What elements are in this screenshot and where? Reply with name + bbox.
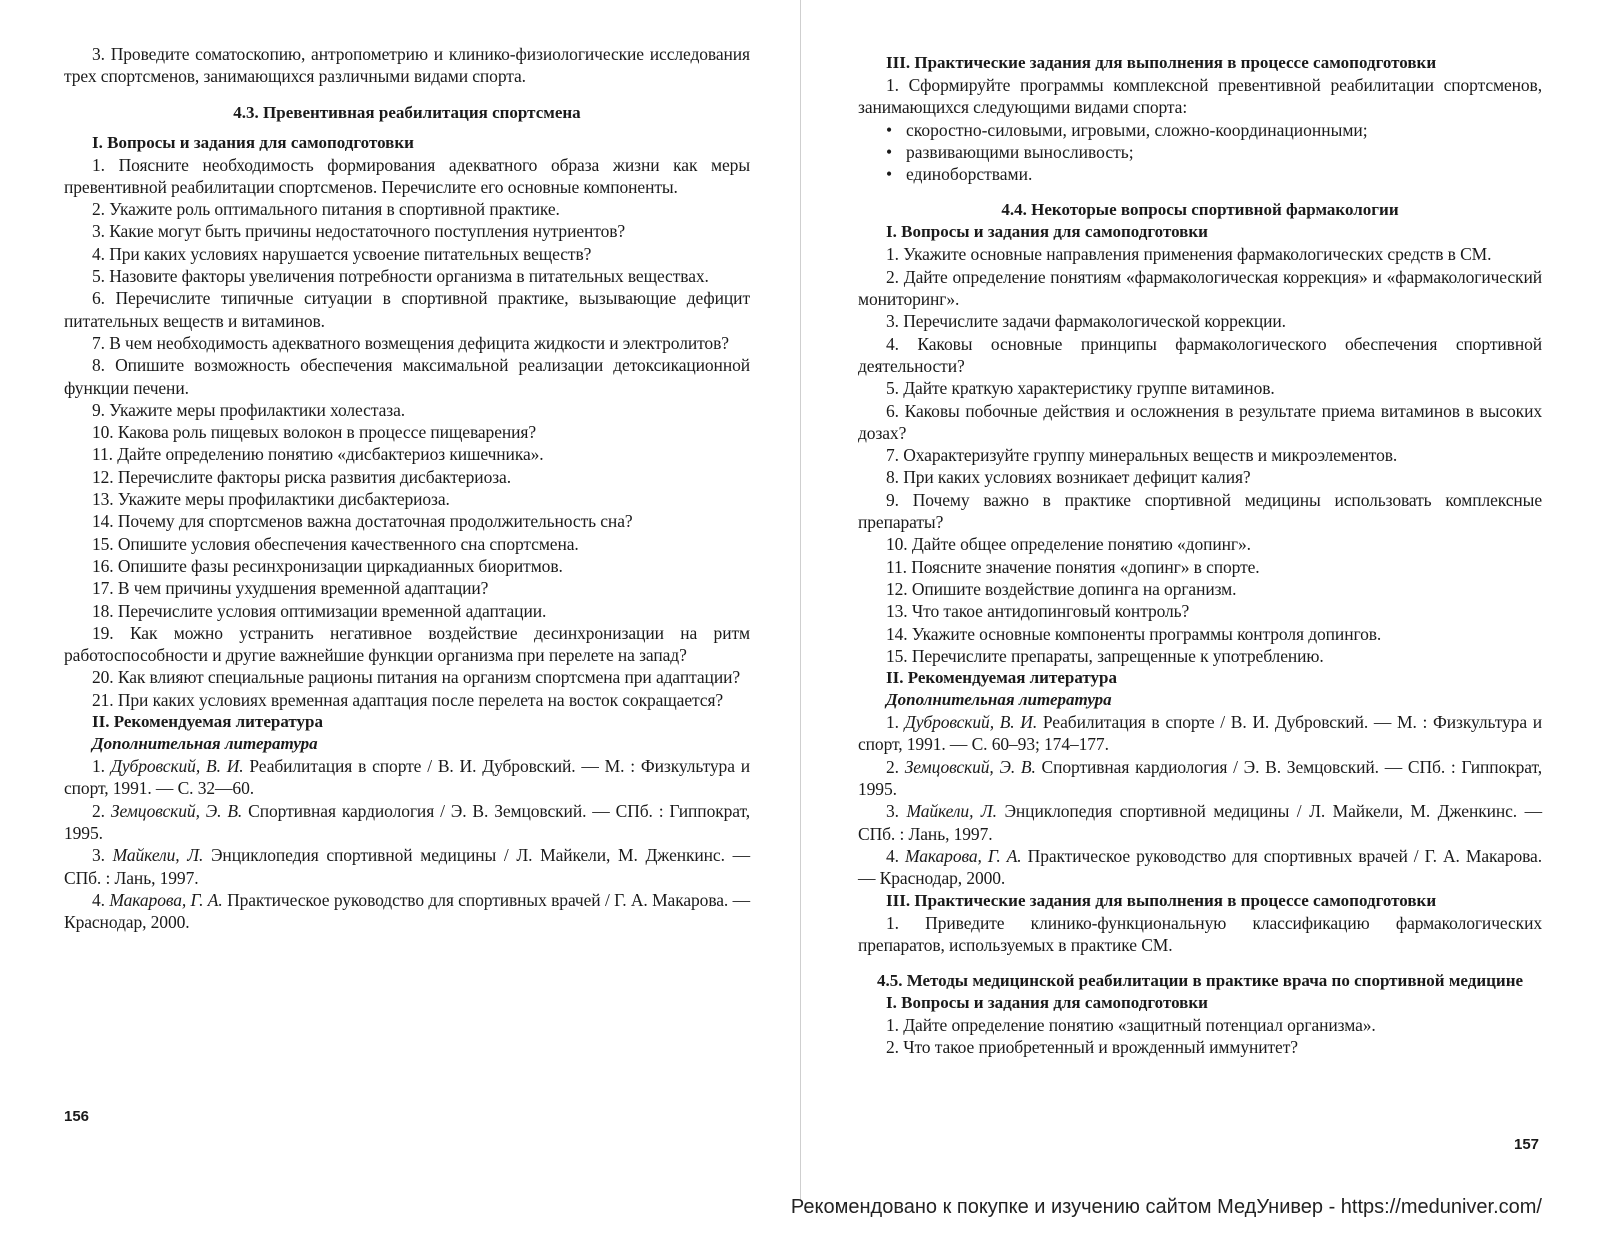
list-item: 17. В чем причины ухудшения временной адаптации? bbox=[92, 578, 489, 599]
literature-list bbox=[64, 755, 750, 933]
literature-item: 1. Дубровский, В. И. Реабилитация в спорте / В. И. Дубровский. — М. : Физкультура и спорт, 1991. — С. 60–93; 174–177. bbox=[858, 712, 1542, 755]
literature-heading: II. Рекомендуемая литература bbox=[92, 712, 323, 732]
list-item: 19. Как можно устранить негативное воздействие десинхронизации на ритм работоспособности и другие важнейшие функции организма при перелете на запад? bbox=[64, 622, 750, 666]
literature-item: 2. Земцовский, Э. В. Спортивная кардиология / Э. В. Земцовский. — СПб. : Гиппократ, 1995. bbox=[64, 800, 750, 843]
list-item: 14. Почему для спортсменов важна достаточная продолжительность сна? bbox=[92, 511, 633, 532]
list-item: 20. Как влияют специальные рационы питания на организм спортсмена при адаптации? bbox=[92, 667, 741, 688]
section-title-4-3: 4.3. Превентивная реабилитация спортсмена bbox=[233, 102, 581, 122]
questions-heading: I. Вопросы и задания для самоподготовки bbox=[886, 993, 1208, 1013]
list-item: 11. Поясните значение понятия «допинг» в спорте. bbox=[886, 556, 1260, 577]
list-item: 12. Перечислите факторы риска развития дисбактериоза. bbox=[92, 466, 511, 487]
list-item: 5. Дайте краткую характеристику группе витаминов. bbox=[886, 378, 1275, 399]
list-item: 2. Укажите роль оптимального питания в спортивной практике. bbox=[92, 199, 560, 220]
list-item: 9. Укажите меры профилактики холестаза. bbox=[92, 399, 406, 420]
literature-item: 3. Майкели, Л. Энциклопедия спортивной медицины / Л. Майкели, М. Дженкинс. — СПб. : Лань, 1997. bbox=[64, 845, 750, 888]
list-item: 11. Дайте определению понятию «дисбактериоз кишечника». bbox=[92, 444, 544, 465]
bullet-item: • скоростно-силовыми, игровыми, сложно-координационными; bbox=[858, 119, 1542, 141]
list-item: 8. При каких условиях возникает дефицит калия? bbox=[886, 467, 1251, 488]
list-item: 5. Назовите факторы увеличения потребности организма в питательных веществах. bbox=[92, 266, 709, 287]
practical-item: 1. Приведите клинико-функциональную классификацию фармакологических препаратов, используемых в практике СМ. bbox=[858, 912, 1542, 955]
right-page bbox=[858, 52, 1542, 1252]
intro-item: 3. Проведите соматоскопию, антропометрию и клинико-физиологические исследования трех спортсменов, занимающихся различными видами спорта. bbox=[64, 44, 750, 87]
list-item: 8. Опишите возможность обеспечения максимальной реализации детоксикационной функции печени. bbox=[64, 355, 750, 398]
list-item: 15. Опишите условия обеспечения качественного сна спортсмена. bbox=[92, 533, 579, 554]
literature-subheading: Дополнительная литература bbox=[92, 734, 318, 754]
list-item: 14. Укажите основные компоненты программы контроля допингов. bbox=[886, 623, 1382, 644]
literature-item: 4. Макарова, Г. А. Практическое руководство для спортивных врачей / Г. А. Макарова. — Краснодар, 2000. bbox=[64, 889, 751, 933]
practical-heading: III. Практические задания для выполнения в процессе самоподготовки bbox=[886, 890, 1437, 910]
list-item: 10. Дайте общее определение понятию «допинг». bbox=[886, 534, 1251, 555]
left-page bbox=[64, 43, 750, 1243]
page-number-left: 156 bbox=[64, 1108, 90, 1125]
questions-list bbox=[64, 154, 750, 711]
questions-heading: I. Вопросы и задания для самоподготовки bbox=[92, 132, 414, 152]
section-title-4-4: 4.4. Некоторые вопросы спортивной фармакологии bbox=[1001, 200, 1399, 220]
list-item: 18. Перечислите условия оптимизации временной адаптации. bbox=[92, 600, 547, 621]
page-gutter bbox=[800, 0, 801, 1200]
list-item: 6. Перечислите типичные ситуации в спортивной практике, вызывающие дефицит питательных веществ и витаминов. bbox=[64, 288, 750, 331]
literature-subheading: Дополнительная литература bbox=[886, 690, 1112, 710]
list-item: 1. Дайте определение понятию «защитный потенциал организма». bbox=[886, 1015, 1376, 1036]
questions-list bbox=[858, 243, 1542, 667]
section-title-4-5: 4.5. Методы медицинской реабилитации в практике врача по спортивной медицине bbox=[876, 971, 1524, 991]
list-item: 3. Какие могут быть причины недостаточного поступления нутриентов? bbox=[92, 221, 626, 242]
bullet-item: • единоборствами. bbox=[858, 163, 1542, 185]
list-item: 4. Каковы основные принципы фармакологического обеспечения спортивной деятельности? bbox=[858, 333, 1542, 376]
practical-heading: III. Практические задания для выполнения в процессе самоподготовки bbox=[886, 53, 1437, 72]
page-number-right: 157 bbox=[1514, 1136, 1540, 1153]
list-item: 3. Перечислите задачи фармакологической коррекции. bbox=[886, 311, 1286, 332]
literature-heading: II. Рекомендуемая литература bbox=[886, 668, 1117, 688]
literature-item: 3. Майкели, Л. Энциклопедия спортивной медицины / Л. Майкели, М. Дженкинс. — СПб. : Лань, 1997. bbox=[858, 801, 1543, 844]
questions-list bbox=[858, 1014, 1542, 1059]
list-item: 21. При каких условиях временная адаптация после перелета на восток сокращается? bbox=[92, 689, 724, 710]
list-item: 12. Опишите воздействие допинга на организм. bbox=[886, 578, 1237, 599]
footer-note: Рекомендовано к покупке и изучению сайтом МедУнивер - https://meduniver.com/ bbox=[790, 1196, 1542, 1218]
literature-list bbox=[858, 711, 1542, 889]
list-item: 7. В чем необходимость адекватного возмещения дефицита жидкости и электролитов? bbox=[92, 332, 729, 353]
literature-item: 2. Земцовский, Э. В. Спортивная кардиология / Э. В. Земцовский. — СПб. : Гиппократ, 1995. bbox=[858, 756, 1542, 800]
list-item: 1. Поясните необходимость формирования адекватного образа жизни как меры превентивной реабилитации спортсменов. Перечислите его основные компоненты. bbox=[64, 154, 750, 197]
list-item: 9. Почему важно в практике спортивной медицины использовать комплексные препараты? bbox=[858, 489, 1542, 533]
list-item: 6. Каковы побочные действия и осложнения в результате приема витаминов в высоких дозах? bbox=[858, 400, 1542, 443]
bullet-list bbox=[858, 119, 1542, 186]
list-item: 13. Укажите меры профилактики дисбактериоза. bbox=[92, 489, 450, 510]
bullet-item: • развивающими выносливость; bbox=[858, 141, 1542, 163]
literature-item: 4. Макарова, Г. А. Практическое руководство для спортивных врачей / Г. А. Макарова. — Краснодар, 2000. bbox=[858, 845, 1542, 889]
list-item: 2. Что такое приобретенный и врожденный иммунитет? bbox=[886, 1037, 1298, 1058]
practical-item: 1. Сформируйте программы комплексной превентивной реабилитации спортсменов, занимающихся следующими видами спорта: bbox=[858, 75, 1542, 118]
list-item: 10. Какова роль пищевых волокон в процессе пищеварения? bbox=[92, 422, 537, 443]
list-item: 4. При каких условиях нарушается усвоение питательных веществ? bbox=[92, 243, 592, 264]
list-item: 13. Что такое антидопинговый контроль? bbox=[886, 601, 1190, 622]
questions-heading: I. Вопросы и задания для самоподготовки bbox=[886, 222, 1208, 242]
list-item: 1. Укажите основные направления применения фармакологических средств в СМ. bbox=[886, 244, 1492, 265]
literature-item: 1. Дубровский, В. И. Реабилитация в спорте / В. И. Дубровский. — М. : Физкультура и спорт, 1991. — С. 32—60. bbox=[64, 756, 750, 799]
list-item: 15. Перечислите препараты, запрещенные к употреблению. bbox=[886, 645, 1324, 666]
list-item: 2. Дайте определение понятиям «фармакологическая коррекция» и «фармакологический мониторинг». bbox=[858, 266, 1542, 310]
list-item: 16. Опишите фазы ресинхронизации циркадианных биоритмов. bbox=[92, 555, 563, 576]
list-item: 7. Охарактеризуйте группу минеральных веществ и микроэлементов. bbox=[886, 445, 1398, 466]
